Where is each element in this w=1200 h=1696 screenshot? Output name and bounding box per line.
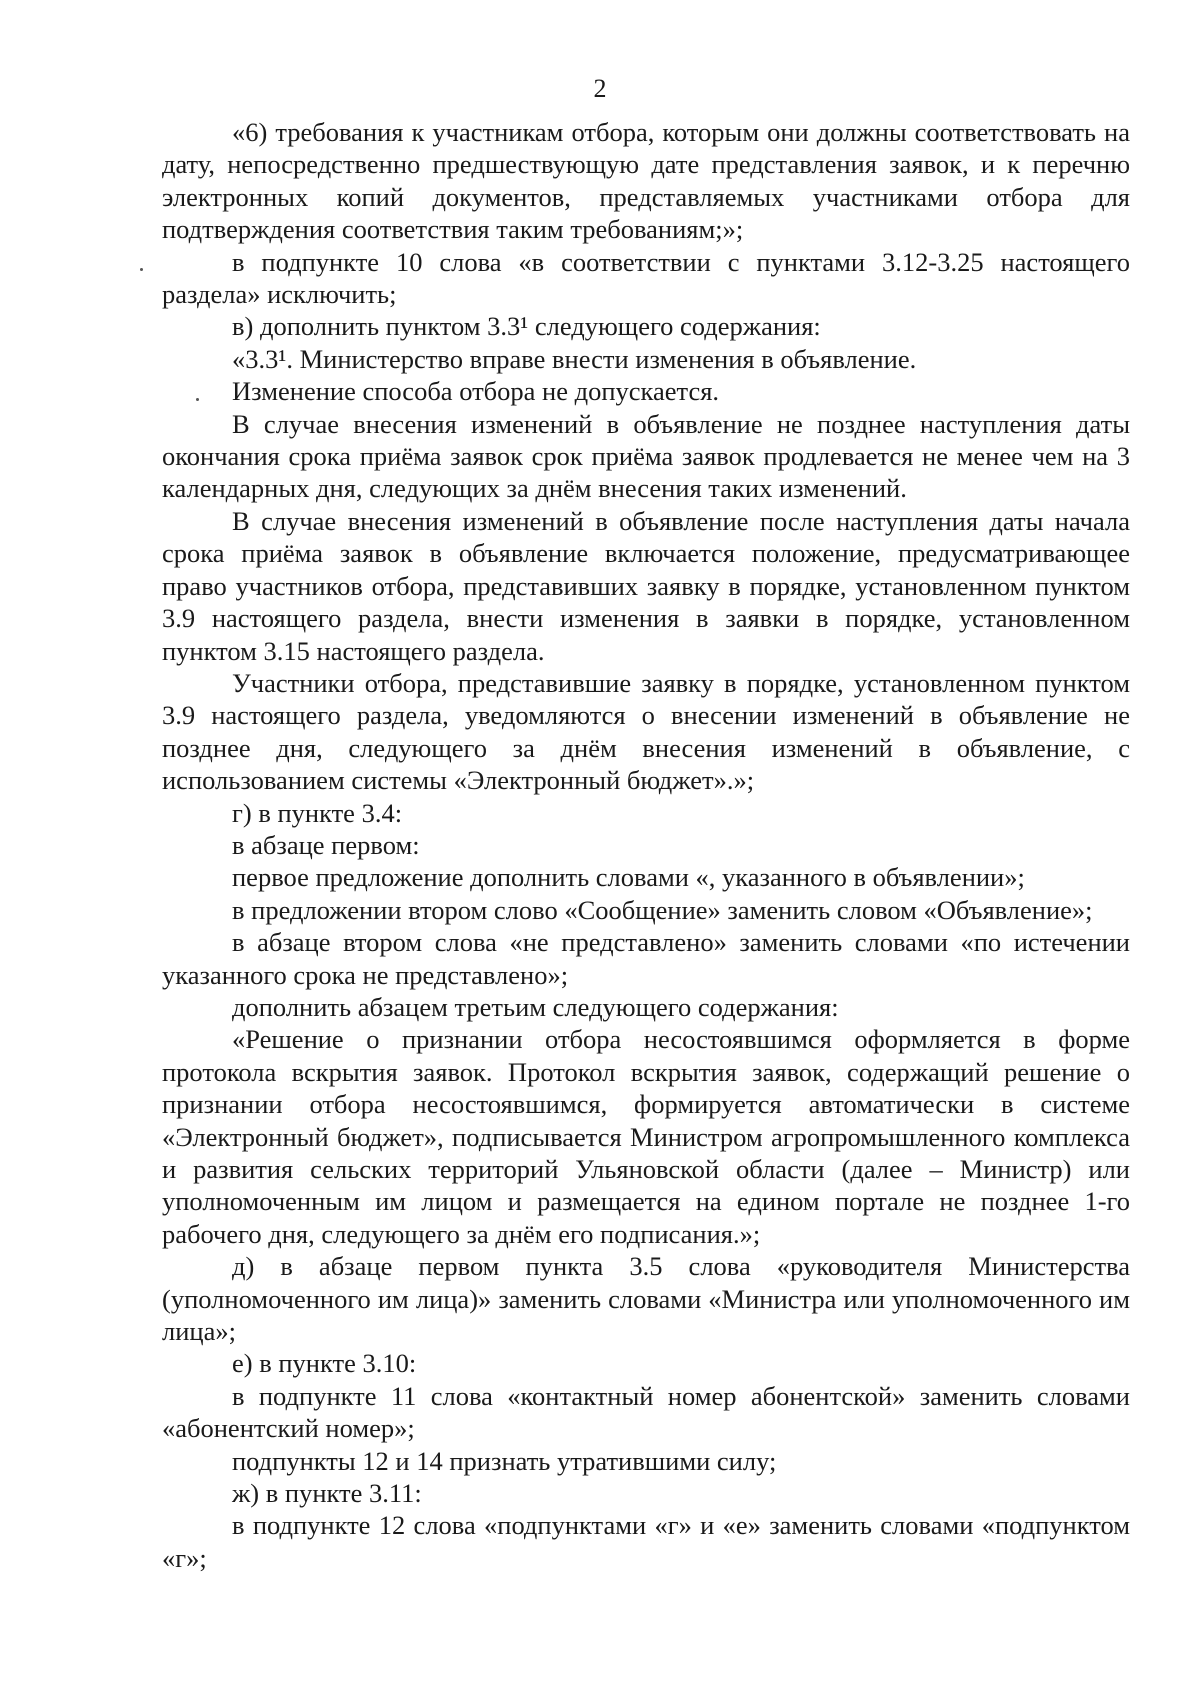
paragraph: г) в пункте 3.4: <box>232 797 403 828</box>
scan-speck <box>140 268 143 271</box>
paragraph: Участники отбора, представившие заявку в порядке, установленном пунктом 3.9 настоящего раздела, уведомляются о внесении изменений в объявление не позднее дня, следующего за днём внесения изменений в объявление, с использованием системы «Электронный бюджет».»; <box>162 667 1130 796</box>
paragraph: «Решение о признании отбора несостоявшимся оформляется в форме протокола вскрытия заявок. Протокол вскрытия заявок, содержащий решение о признании отбора несостоявшимся, формируется автоматически в системе «Электронный бюджет», подписывается Министром агропромышленного комплекса и развития сельских территорий Ульяновской области (далее – Министр) или уполномоченным им лицом и размещается на едином портале не позднее 1-го рабочего дня, следующего за днём его подписания.»; <box>162 1024 1130 1249</box>
paragraph: дополнить абзацем третьим следующего содержания: <box>232 991 839 1022</box>
paragraph: в подпункте 10 слова «в соответствии с пунктами 3.12-3.25 настоящего раздела» исключить; <box>162 246 1130 310</box>
paragraph: «3.3¹. Министерство вправе внести изменения в объявление. <box>232 343 917 374</box>
paragraph: в предложении втором слово «Сообщение» заменить словом «Объявление»; <box>232 894 1093 925</box>
paragraph: «6) требования к участникам отбора, которым они должны соответствовать на дату, непосредственно предшествующую дате представления заявок, и к перечню электронных копий документов, представляемых участниками отбора для подтверждения соответствия таким требованиям;»; <box>162 117 1130 245</box>
paragraph: Изменение способа отбора не допускается. <box>232 376 720 407</box>
paragraph: ж) в пункте 3.11: <box>232 1478 422 1509</box>
paragraph: в подпункте 12 слова «подпунктами «г» и «е» заменить словами «подпунктом «г»; <box>162 1510 1130 1573</box>
paragraph: в подпункте 11 слова «контактный номер абонентской» заменить словами «абонентский номер»; <box>162 1380 1130 1444</box>
paragraph: е) в пункте 3.10: <box>232 1348 417 1379</box>
page-number: 2 <box>593 74 607 103</box>
document-body <box>162 116 1130 1574</box>
paragraph: первое предложение дополнить словами «, указанного в объявлении»; <box>232 862 1025 893</box>
paragraph: подпункты 12 и 14 признать утратившими силу; <box>232 1445 777 1476</box>
paragraph: в абзаце первом: <box>232 829 420 860</box>
paragraph: в) дополнить пунктом 3.3¹ следующего содержания: <box>232 311 821 342</box>
paragraph: В случае внесения изменений в объявление не позднее наступления даты окончания срока приёма заявок срок приёма заявок продлевается не менее чем на 3 календарных дня, следующих за днём внесения таких изменений. <box>162 408 1130 504</box>
paragraph: В случае внесения изменений в объявление после наступления даты начала срока приёма заявок в объявление включается положение, предусматривающее право участников отбора, представивших заявку в порядке, установленном пунктом 3.9 настоящего раздела, внести изменения в заявки в порядке, установленном пунктом 3.15 настоящего раздела. <box>162 505 1130 666</box>
scan-speck <box>196 398 199 401</box>
paragraph: в абзаце втором слова «не представлено» заменить словами «по истечении указанного срока не представлено»; <box>162 927 1130 990</box>
paragraph: д) в абзаце первом пункта 3.5 слова «руководителя Министерства (уполномоченного им лица)» заменить словами «Министра или уполномоченного им лица»; <box>162 1251 1130 1347</box>
